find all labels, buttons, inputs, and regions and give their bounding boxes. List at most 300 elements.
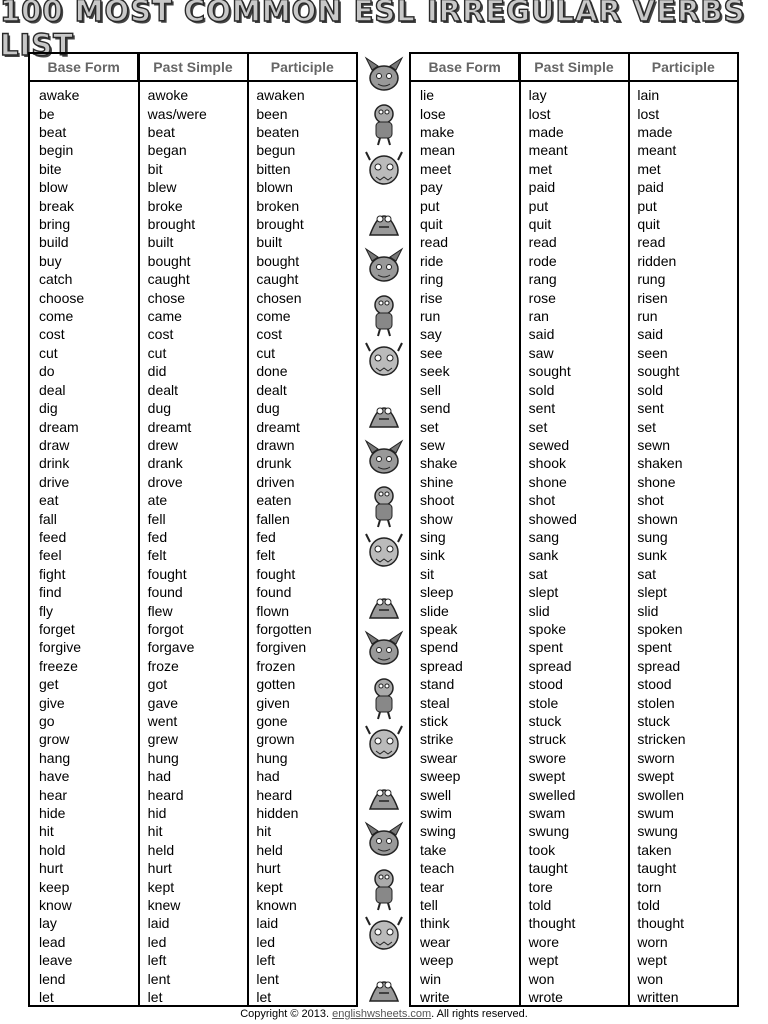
monster-icon <box>362 148 406 194</box>
table-row <box>411 381 737 399</box>
cell-participle: met <box>637 160 661 177</box>
cell-participle: begun <box>256 142 296 159</box>
monster-icon <box>362 674 406 720</box>
table-row <box>411 325 737 343</box>
cell-past-simple: saw <box>528 344 554 361</box>
cell-participle: drunk <box>256 455 292 472</box>
cell-base-form: drink <box>39 455 70 472</box>
cell-participle: swept <box>637 768 674 785</box>
cell-participle: held <box>256 841 283 858</box>
cell-base-form: break <box>39 197 75 214</box>
cell-base-form: let <box>39 989 54 1006</box>
cell-past-simple: forgave <box>147 639 195 656</box>
monster-icon <box>362 243 406 289</box>
table-row <box>30 528 356 546</box>
table-row <box>30 436 356 454</box>
cell-base-form: put <box>420 197 440 214</box>
table-row <box>30 638 356 656</box>
table-row <box>30 123 356 141</box>
cell-past-simple: showed <box>528 510 577 527</box>
cell-participle: done <box>256 363 288 380</box>
cell-participle: spoken <box>637 620 683 637</box>
cell-participle: hung <box>256 749 288 766</box>
cell-base-form: rise <box>420 289 443 306</box>
header-base-form: Base Form <box>30 54 139 80</box>
table-row <box>411 344 737 362</box>
table-row <box>411 620 737 638</box>
cell-participle: run <box>637 308 658 325</box>
table-row <box>411 601 737 619</box>
cell-past-simple: wept <box>528 952 559 969</box>
cell-base-form: have <box>39 768 70 785</box>
page-title: 100 MOST COMMON ESL IRREGULAR VERBS LIST <box>0 0 746 62</box>
table-row <box>411 123 737 141</box>
cell-past-simple: swept <box>528 768 566 785</box>
cell-participle: swum <box>637 805 674 822</box>
table-row <box>30 178 356 196</box>
monster-icon <box>362 339 406 385</box>
cell-base-form: sit <box>420 565 434 582</box>
table-row <box>411 583 737 601</box>
table-row <box>30 767 356 785</box>
cell-base-form: swear <box>420 749 458 766</box>
cell-past-simple: swelled <box>528 786 576 803</box>
cell-past-simple: fed <box>147 528 168 545</box>
cell-base-form: shine <box>420 473 454 490</box>
cell-participle: gotten <box>256 676 296 693</box>
table-row <box>30 675 356 693</box>
cell-past-simple: took <box>528 841 556 858</box>
cell-past-simple: heard <box>147 786 184 803</box>
cell-past-simple: spread <box>528 657 572 674</box>
table-row <box>30 399 356 417</box>
cell-past-simple: swore <box>528 749 567 766</box>
cell-base-form: tell <box>420 897 438 914</box>
header-base-form: Base Form <box>411 54 520 80</box>
cell-participle: gone <box>256 713 288 730</box>
cell-base-form: feed <box>39 528 67 545</box>
header-participle: Participle <box>651 59 715 75</box>
cell-participle: come <box>256 308 291 325</box>
cell-past-simple: drank <box>147 455 183 472</box>
table-row <box>30 104 356 122</box>
copyright-footer <box>0 1008 768 1024</box>
cell-participle: sworn <box>637 749 675 766</box>
table-row <box>411 288 737 306</box>
cell-base-form: lie <box>420 87 435 104</box>
cell-past-simple: told <box>528 897 552 914</box>
cell-base-form: choose <box>39 289 85 306</box>
table-row <box>411 215 737 233</box>
rights-text: . All rights reserved. <box>431 1008 528 1020</box>
cell-base-form: see <box>420 344 443 361</box>
cell-participle: rung <box>637 271 666 288</box>
table-row <box>30 381 356 399</box>
monster-icon <box>362 722 406 768</box>
cell-base-form: swim <box>420 805 452 822</box>
cell-past-simple: fell <box>147 510 166 527</box>
cell-participle: won <box>637 970 664 987</box>
cell-past-simple: shot <box>528 492 556 509</box>
monster-icon <box>362 769 406 815</box>
cell-past-simple: left <box>147 952 167 969</box>
cell-past-simple: dreamt <box>147 418 192 435</box>
cell-participle: known <box>256 897 297 914</box>
monster-icon <box>362 387 406 433</box>
cell-participle: seen <box>637 344 668 361</box>
table-row <box>411 307 737 325</box>
cell-participle: worn <box>637 933 668 950</box>
table-row <box>411 417 737 435</box>
cell-base-form: keep <box>39 878 70 895</box>
cell-past-simple: hurt <box>147 860 172 877</box>
cell-participle: put <box>637 197 657 214</box>
cell-base-form: begin <box>39 142 74 159</box>
cell-past-simple: dug <box>147 400 172 417</box>
header-participle: Participle <box>270 59 334 75</box>
cell-past-simple: did <box>147 363 167 380</box>
cell-base-form: sink <box>420 547 445 564</box>
cell-participle: broken <box>256 197 300 214</box>
cell-past-simple: drew <box>147 436 179 453</box>
cell-base-form: slide <box>420 602 449 619</box>
table-row <box>411 822 737 840</box>
cell-base-form: shake <box>420 455 458 472</box>
table-row <box>411 933 737 951</box>
cell-past-simple: led <box>147 933 167 950</box>
cell-past-simple: lent <box>147 970 171 987</box>
cell-participle: ridden <box>637 252 677 269</box>
cell-participle: chosen <box>256 289 302 306</box>
table-row <box>30 252 356 270</box>
cell-base-form: hurt <box>39 860 64 877</box>
cell-past-simple: caught <box>147 271 190 288</box>
cell-base-form: come <box>39 308 74 325</box>
cell-participle: hurt <box>256 860 281 877</box>
cell-participle: slept <box>637 584 667 601</box>
cell-past-simple: wore <box>528 933 560 950</box>
cell-base-form: build <box>39 234 69 251</box>
cell-participle: led <box>256 933 276 950</box>
cell-base-form: make <box>420 124 455 141</box>
cell-past-simple: wrote <box>528 989 563 1006</box>
cell-past-simple: meant <box>528 142 568 159</box>
cell-participle: lain <box>637 87 660 104</box>
cell-past-simple: paid <box>528 179 556 196</box>
cell-past-simple: held <box>147 841 175 858</box>
cell-participle: slid <box>637 602 659 619</box>
cell-base-form: wear <box>420 933 451 950</box>
cell-participle: torn <box>637 878 662 895</box>
cell-participle: lost <box>637 105 660 122</box>
cell-past-simple: dealt <box>147 381 179 398</box>
cell-past-simple: taught <box>528 860 568 877</box>
cell-participle: read <box>637 234 666 251</box>
cell-base-form: sweep <box>420 768 461 785</box>
cell-past-simple: hid <box>147 805 167 822</box>
cell-participle: sewn <box>637 436 671 453</box>
table-row <box>30 491 356 509</box>
table-row <box>30 307 356 325</box>
cell-participle: sent <box>637 400 664 417</box>
table-row <box>30 730 356 748</box>
cell-participle: frozen <box>256 657 296 674</box>
cell-past-simple: laid <box>147 915 170 932</box>
table-row <box>411 252 737 270</box>
cell-base-form: teach <box>420 860 455 877</box>
table-row <box>411 233 737 251</box>
table-row <box>30 785 356 803</box>
cell-base-form: go <box>39 713 55 730</box>
cell-past-simple: sent <box>528 400 556 417</box>
cell-base-form: bite <box>39 160 62 177</box>
table-row <box>30 841 356 859</box>
table-row <box>411 141 737 159</box>
cell-past-simple: beat <box>147 124 175 141</box>
table-row <box>411 509 737 527</box>
cell-base-form: sew <box>420 436 445 453</box>
cell-base-form: strike <box>420 731 454 748</box>
cell-base-form: pay <box>420 179 443 196</box>
cell-base-form: get <box>39 676 59 693</box>
cell-base-form: lend <box>39 970 66 987</box>
cell-participle: fought <box>256 565 296 582</box>
cell-past-simple: went <box>147 713 178 730</box>
table-row <box>411 86 737 104</box>
table-row <box>411 528 737 546</box>
cell-past-simple: gave <box>147 694 179 711</box>
monster-icon <box>362 100 406 146</box>
cell-past-simple: said <box>528 326 555 343</box>
cell-base-form: hold <box>39 841 66 858</box>
table-row <box>30 601 356 619</box>
table-row <box>411 970 737 988</box>
table-row <box>30 473 356 491</box>
table-row <box>411 362 737 380</box>
cell-past-simple: swung <box>528 823 570 840</box>
cell-past-simple: awoke <box>147 87 189 104</box>
cell-base-form: stand <box>420 676 455 693</box>
cell-participle: hit <box>256 823 272 840</box>
cell-base-form: hit <box>39 823 54 840</box>
cell-participle: shaken <box>637 455 683 472</box>
monster-icon <box>362 626 406 672</box>
cell-base-form: ride <box>420 252 444 269</box>
cell-past-simple: stood <box>528 676 563 693</box>
cell-participle: kept <box>256 878 283 895</box>
cell-participle: bought <box>256 252 300 269</box>
cell-participle: told <box>637 897 660 914</box>
table-row <box>30 454 356 472</box>
table-row <box>411 749 737 767</box>
cell-base-form: catch <box>39 271 73 288</box>
table-row <box>30 288 356 306</box>
cell-past-simple: sought <box>528 363 571 380</box>
cell-base-form: blow <box>39 179 68 196</box>
cell-past-simple: won <box>528 970 555 987</box>
table-row <box>411 454 737 472</box>
cell-base-form: shoot <box>420 492 455 509</box>
cell-past-simple: brought <box>147 216 196 233</box>
cell-past-simple: shook <box>528 455 567 472</box>
cell-past-simple: flew <box>147 602 173 619</box>
table-row <box>411 473 737 491</box>
cell-past-simple: struck <box>528 731 567 748</box>
table-row <box>411 767 737 785</box>
cell-base-form: sell <box>420 381 442 398</box>
cell-base-form: dream <box>39 418 79 435</box>
cell-base-form: grow <box>39 731 70 748</box>
table-header <box>30 54 356 82</box>
cell-participle: wept <box>637 952 667 969</box>
cell-base-form: feel <box>39 547 62 564</box>
cell-base-form: forgive <box>39 639 82 656</box>
cell-past-simple: spent <box>528 639 563 656</box>
cell-participle: quit <box>637 216 660 233</box>
cell-past-simple: knew <box>147 897 181 914</box>
table-row <box>411 638 737 656</box>
monster-icon <box>362 482 406 528</box>
header-past-simple: Past Simple <box>520 54 629 80</box>
table-row <box>411 178 737 196</box>
cell-past-simple: stole <box>528 694 559 711</box>
table-row <box>30 233 356 251</box>
cell-participle: sought <box>637 363 680 380</box>
cell-past-simple: came <box>147 308 182 325</box>
cell-participle: dealt <box>256 381 287 398</box>
table-row <box>30 362 356 380</box>
table-row <box>30 749 356 767</box>
cell-participle: bitten <box>256 160 291 177</box>
table-row <box>411 399 737 417</box>
verbs-table-right <box>409 52 739 1007</box>
cell-past-simple: had <box>147 768 172 785</box>
cell-base-form: send <box>420 400 451 417</box>
table-row <box>30 344 356 362</box>
header-past-simple: Past Simple <box>139 54 248 80</box>
cell-past-simple: drove <box>147 473 183 490</box>
table-row <box>30 620 356 638</box>
cell-base-form: win <box>420 970 442 987</box>
cell-base-form: lay <box>39 915 57 932</box>
cell-past-simple: slept <box>528 584 559 601</box>
cell-base-form: buy <box>39 252 62 269</box>
cell-base-form: forget <box>39 620 75 637</box>
cell-past-simple: let <box>147 989 163 1006</box>
cell-participle: said <box>637 326 664 343</box>
table-row <box>411 877 737 895</box>
cell-participle: taught <box>637 860 677 877</box>
cell-base-form: ring <box>420 271 444 288</box>
cell-participle: risen <box>637 289 668 306</box>
cell-participle: swung <box>637 823 678 840</box>
cell-participle: shown <box>637 510 678 527</box>
cell-participle: shone <box>637 473 676 490</box>
cell-participle: forgiven <box>256 639 307 656</box>
cell-participle: grown <box>256 731 295 748</box>
cell-past-simple: put <box>528 197 549 214</box>
cell-base-form: drive <box>39 473 70 490</box>
cell-past-simple: bit <box>147 160 163 177</box>
cell-base-form: run <box>420 308 441 325</box>
cell-participle: heard <box>256 786 293 803</box>
cell-participle: been <box>256 105 288 122</box>
cell-participle: fallen <box>256 510 290 527</box>
cell-past-simple: froze <box>147 657 179 674</box>
cell-participle: sold <box>637 381 664 398</box>
cell-past-simple: slid <box>528 602 550 619</box>
cell-participle: built <box>256 234 283 251</box>
cell-past-simple: read <box>528 234 557 251</box>
monster-strip <box>358 52 409 1007</box>
cell-past-simple: kept <box>147 878 175 895</box>
table-row <box>411 804 737 822</box>
cell-past-simple: lay <box>528 87 547 104</box>
table-row <box>30 160 356 178</box>
table-row <box>411 565 737 583</box>
table-row <box>411 196 737 214</box>
cell-past-simple: shone <box>528 473 567 490</box>
cell-base-form: awake <box>39 87 80 104</box>
cell-base-form: quit <box>420 216 443 233</box>
cell-base-form: say <box>420 326 442 343</box>
table-header <box>411 54 737 82</box>
table-row <box>30 565 356 583</box>
cell-base-form: leave <box>39 952 73 969</box>
cell-base-form: fall <box>39 510 57 527</box>
table-row <box>411 657 737 675</box>
monster-icon <box>362 52 406 98</box>
cell-base-form: weep <box>420 952 454 969</box>
cell-participle: blown <box>256 179 293 196</box>
cell-participle: dreamt <box>256 418 300 435</box>
cell-base-form: mean <box>420 142 456 159</box>
table-rows <box>30 86 356 1006</box>
cell-past-simple: was/were <box>147 105 207 122</box>
cell-base-form: steal <box>420 694 450 711</box>
table-row <box>411 841 737 859</box>
cell-past-simple: quit <box>528 216 552 233</box>
table-row <box>411 270 737 288</box>
table-row <box>30 270 356 288</box>
cell-participle: laid <box>256 915 279 932</box>
cell-base-form: meet <box>420 160 452 177</box>
cell-past-simple: stuck <box>528 713 562 730</box>
cell-participle: left <box>256 952 276 969</box>
cell-base-form: eat <box>39 492 59 509</box>
cell-participle: awaken <box>256 87 305 104</box>
cell-participle: had <box>256 768 280 785</box>
table-row <box>30 196 356 214</box>
cell-base-form: hang <box>39 749 71 766</box>
cell-past-simple: ate <box>147 492 168 509</box>
table-row <box>411 546 737 564</box>
cell-participle: brought <box>256 216 304 233</box>
table-row <box>30 215 356 233</box>
cell-participle: paid <box>637 179 664 196</box>
cell-participle: written <box>637 989 679 1006</box>
table-row <box>30 896 356 914</box>
copyright-text: Copyright © 2013. <box>240 1008 333 1020</box>
table-row <box>30 933 356 951</box>
table-row <box>411 951 737 969</box>
cell-participle: flown <box>256 602 290 619</box>
table-row <box>30 951 356 969</box>
cell-past-simple: forgot <box>147 620 184 637</box>
cell-base-form: lead <box>39 933 66 950</box>
cell-participle: sat <box>637 565 657 582</box>
site-link[interactable]: englishwsheets.com <box>332 1008 432 1020</box>
